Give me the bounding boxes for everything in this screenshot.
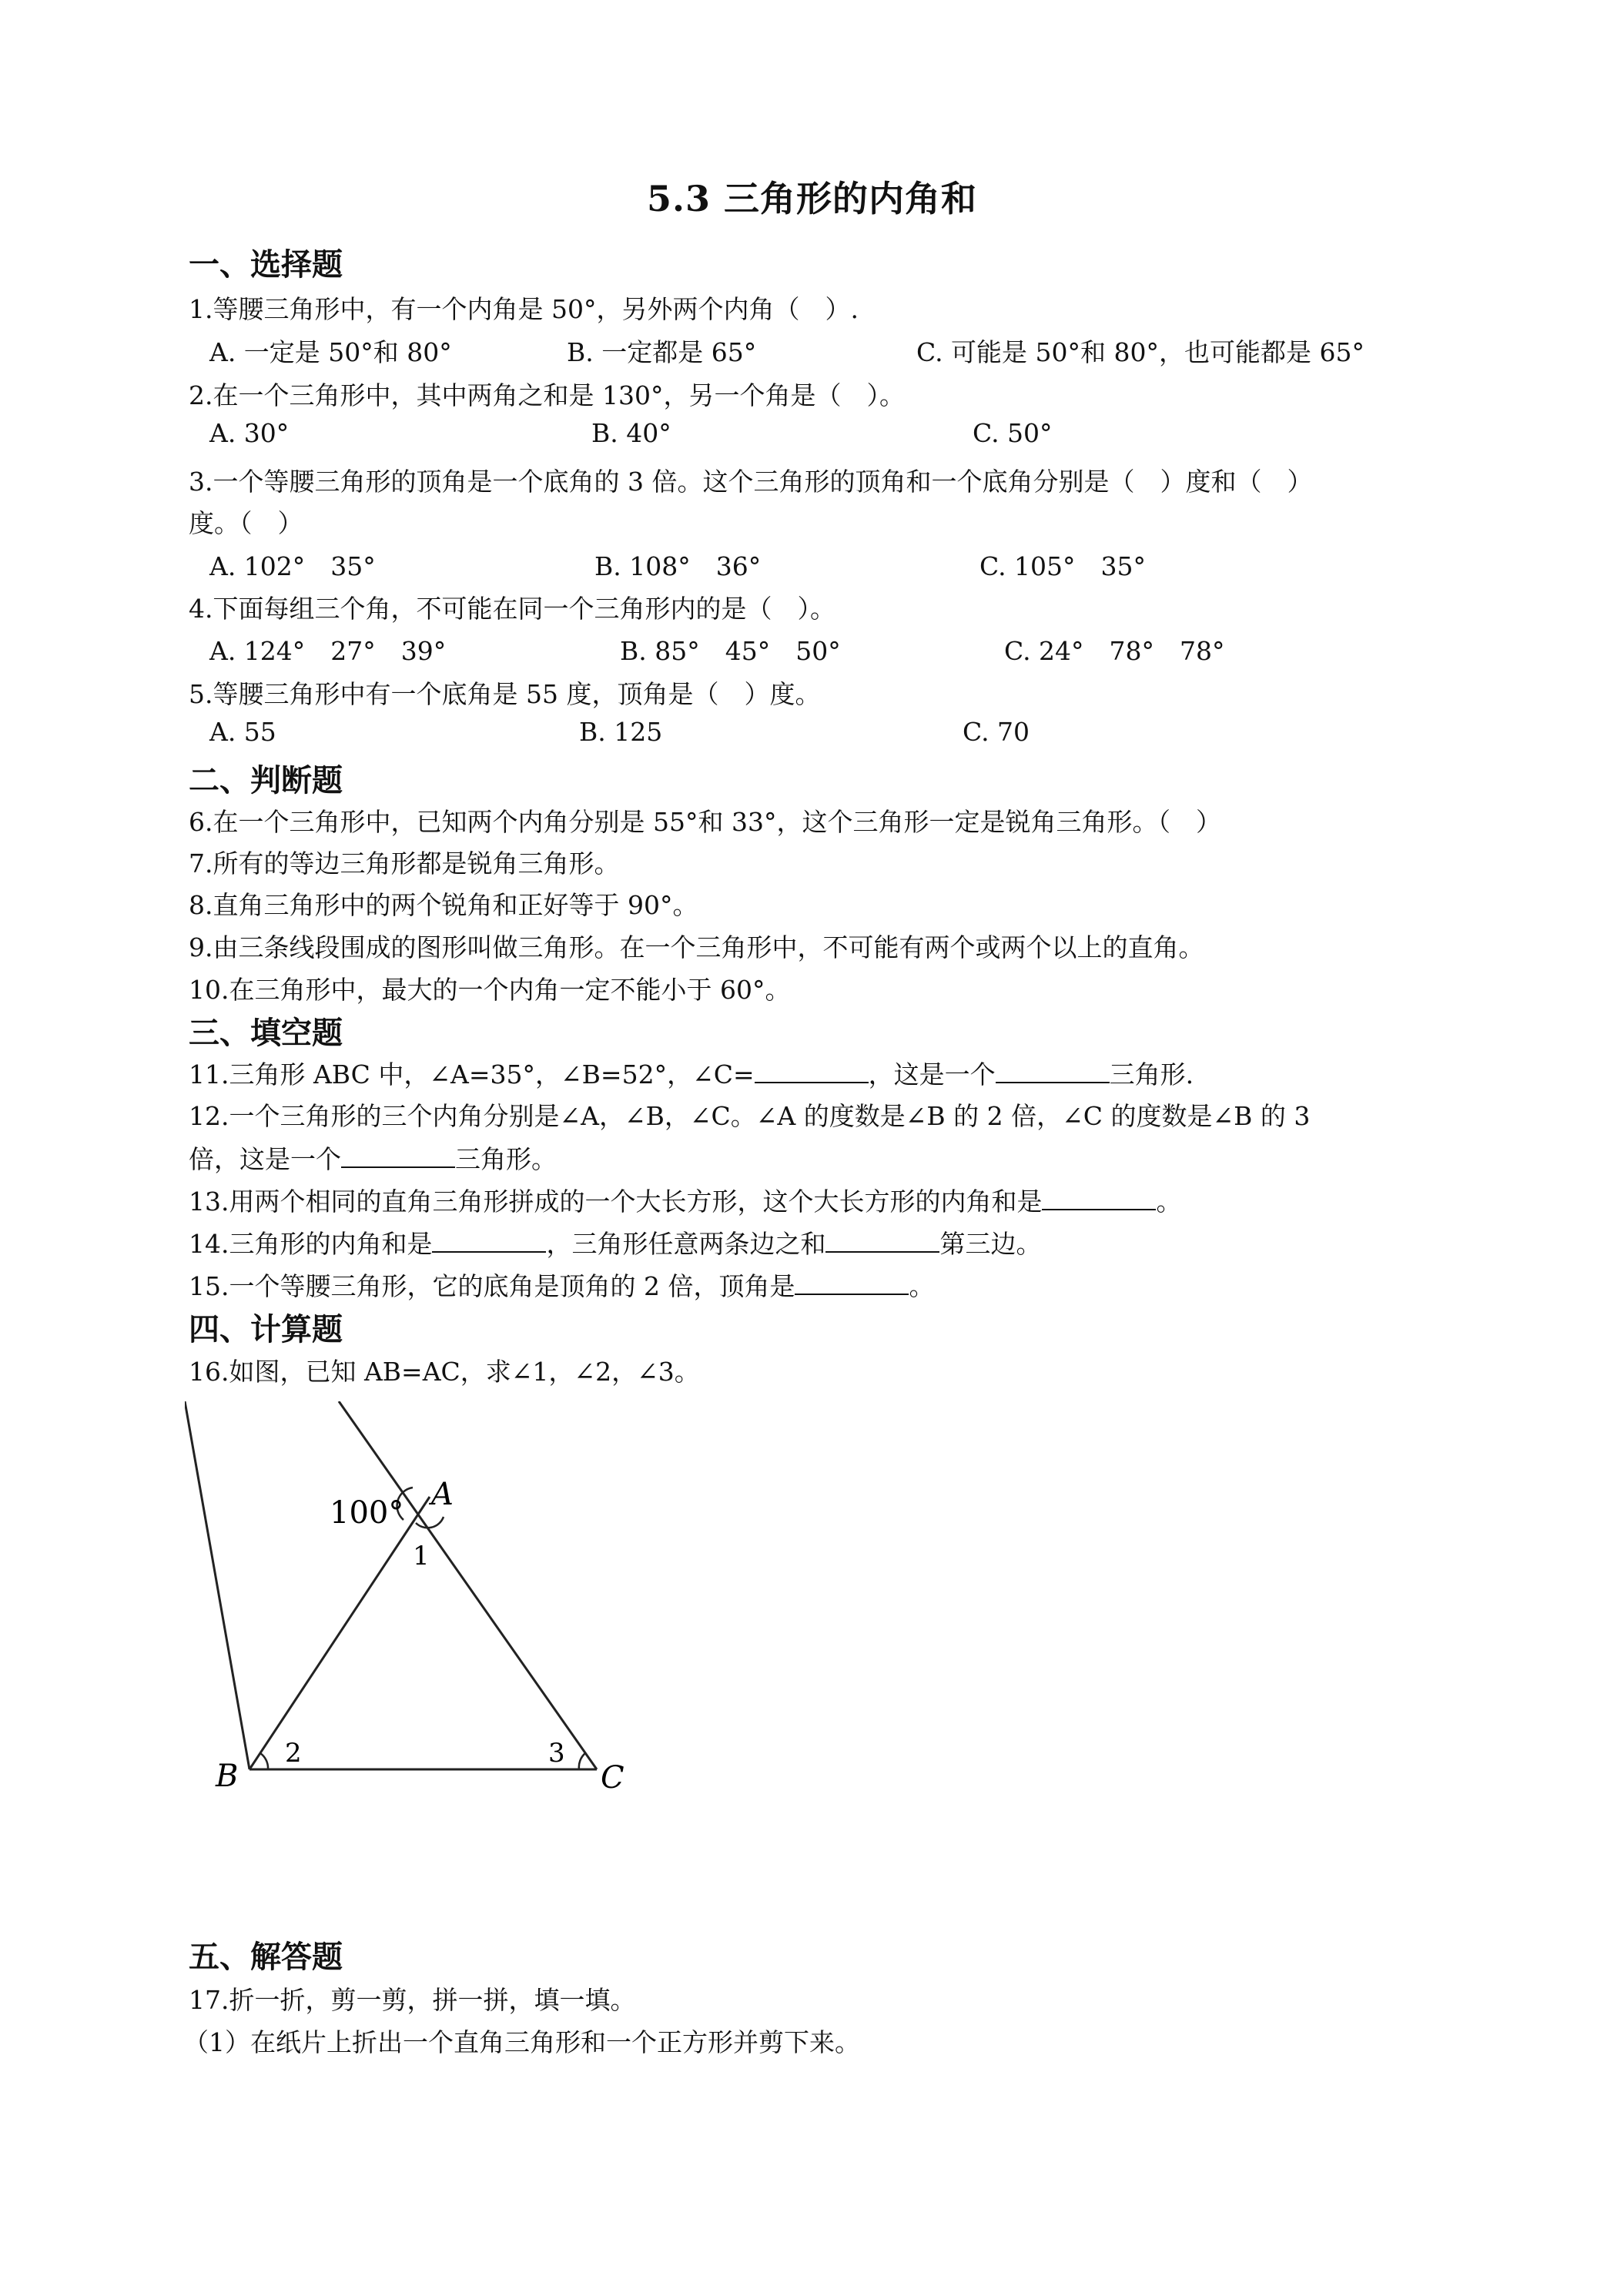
page-title: 5.3 三角形的内角和 [646, 178, 978, 219]
question-6: 6.在一个三角形中，已知两个内角分别是 55°和 33°，这个三角形一定是锐角三角形。（ ） [189, 807, 1221, 837]
question-14-text-3: 第三边。 [939, 1229, 1042, 1259]
section-heading-fill-blank: 三、填空题 [189, 1016, 343, 1051]
question-3-option-b: B. 108° 36° [594, 551, 762, 581]
angle-2-label: 2 [285, 1738, 302, 1769]
question-5-stem: 5.等腰三角形中有一个底角是 55 度，顶角是（ ）度。 [189, 679, 821, 709]
vertex-a-label: A [431, 1477, 454, 1512]
answer-blank[interactable] [1042, 1186, 1156, 1210]
question-4-option-c: C. 24° 78° 78° [1004, 636, 1225, 666]
question-16: 16.如图，已知 AB=AC，求∠1，∠2，∠3。 [189, 1357, 700, 1387]
question-14-text-2: ，三角形任意两条边之和 [546, 1229, 826, 1259]
question-9: 9.由三条线段围成的图形叫做三角形。在一个三角形中，不可能有两个或两个以上的直角。 [189, 932, 1204, 962]
question-1-option-b: B. 一定都是 65° [567, 337, 757, 367]
question-8: 8.直角三角形中的两个锐角和正好等于 90°。 [189, 890, 698, 920]
question-12-line1: 12.一个三角形的三个内角分别是∠A，∠B，∠C。∠A 的度数是∠B 的 2 倍，∠C 的度数是∠B 的 3 [189, 1101, 1311, 1131]
answer-blank[interactable] [432, 1228, 546, 1253]
question-13 [189, 1182, 1181, 1218]
question-13-text-1: 13.用两个相同的直角三角形拼成的一个大长方形，这个大长方形的内角和是 [189, 1186, 1043, 1217]
question-15-text-2: 。 [909, 1271, 935, 1301]
question-17-part-1: （1）在纸片上折出一个直角三角形和一个正方形并剪下来。 [183, 2027, 860, 2057]
question-3-option-a: A. 102° 35° [209, 551, 376, 581]
angle-3-label: 3 [548, 1738, 565, 1769]
question-11-text-1: 11.三角形 ABC 中，∠A=35°，∠B=52°，∠C= [189, 1059, 755, 1089]
answer-blank[interactable] [996, 1059, 1110, 1083]
section-heading-choice: 一、选择题 [189, 247, 343, 283]
section-heading-judgment: 二、判断题 [189, 763, 343, 798]
question-10: 10.在三角形中，最大的一个内角一定不能小于 60°。 [189, 975, 791, 1005]
angle-100-label: 100° [330, 1495, 404, 1531]
section-heading-calculation: 四、计算题 [189, 1312, 343, 1347]
question-12-text-1: 倍，这是一个 [189, 1144, 341, 1174]
question-15-text-1: 15.一个等腰三角形，它的底角是顶角的 2 倍，顶角是 [189, 1271, 795, 1301]
angle-1-label: 1 [413, 1541, 430, 1571]
question-11-text-2: ，这是一个 [868, 1059, 996, 1089]
angle-2-arc [260, 1753, 268, 1769]
angle-3-arc [579, 1753, 585, 1769]
question-5-option-b: B. 125 [579, 717, 663, 747]
question-14 [189, 1224, 1041, 1260]
question-3-stem-line2: 度。（ ） [189, 508, 303, 538]
answer-blank[interactable] [795, 1270, 909, 1295]
question-2-stem: 2.在一个三角形中，其中两角之和是 130°，另一个角是（ ）。 [189, 380, 905, 410]
question-11-text-3: 三角形. [1109, 1059, 1194, 1089]
question-4-option-a: A. 124° 27° 39° [209, 636, 447, 666]
line-ba-extended [185, 1401, 249, 1769]
question-12-line2 [189, 1140, 557, 1176]
question-7: 7.所有的等边三角形都是锐角三角形。 [189, 848, 620, 879]
question-13-text-2: 。 [1156, 1186, 1182, 1217]
question-1-option-c: C. 可能是 50°和 80°，也可能都是 65° [916, 337, 1364, 367]
triangle-figure [185, 1401, 647, 1817]
question-2-option-c: C. 50° [973, 418, 1053, 448]
answer-blank[interactable] [755, 1059, 869, 1083]
question-11 [189, 1055, 1194, 1091]
question-1-stem: 1.等腰三角形中，有一个内角是 50°，另外两个内角（ ）. [189, 294, 859, 324]
question-3-option-c: C. 105° 35° [979, 551, 1147, 581]
question-5-option-a: A. 55 [209, 717, 276, 747]
question-12-text-2: 三角形。 [455, 1144, 557, 1174]
question-14-text-1: 14.三角形的内角和是 [189, 1229, 433, 1259]
answer-blank[interactable] [341, 1143, 455, 1168]
question-5-option-c: C. 70 [963, 717, 1030, 747]
question-15 [189, 1267, 934, 1303]
side-ab [249, 1497, 430, 1769]
side-ac-extended [339, 1401, 597, 1769]
question-17: 17.折一折，剪一剪，拼一拼，填一填。 [189, 1985, 636, 2015]
question-2-option-a: A. 30° [209, 418, 290, 448]
question-4-option-b: B. 85° 45° 50° [620, 636, 841, 666]
vertex-b-label: B [216, 1759, 239, 1794]
question-3-stem-line1: 3.一个等腰三角形的顶角是一个底角的 3 倍。这个三角形的顶角和一个底角分别是（ ）度和（ ） [189, 467, 1313, 497]
question-2-option-b: B. 40° [591, 418, 671, 448]
question-1-option-a: A. 一定是 50°和 80° [209, 337, 452, 367]
vertex-c-label: C [601, 1760, 624, 1796]
question-4-stem: 4.下面每组三个角，不可能在同一个三角形内的是（ ）。 [189, 594, 835, 624]
answer-blank[interactable] [825, 1228, 939, 1253]
section-heading-solution: 五、解答题 [189, 1940, 343, 1975]
